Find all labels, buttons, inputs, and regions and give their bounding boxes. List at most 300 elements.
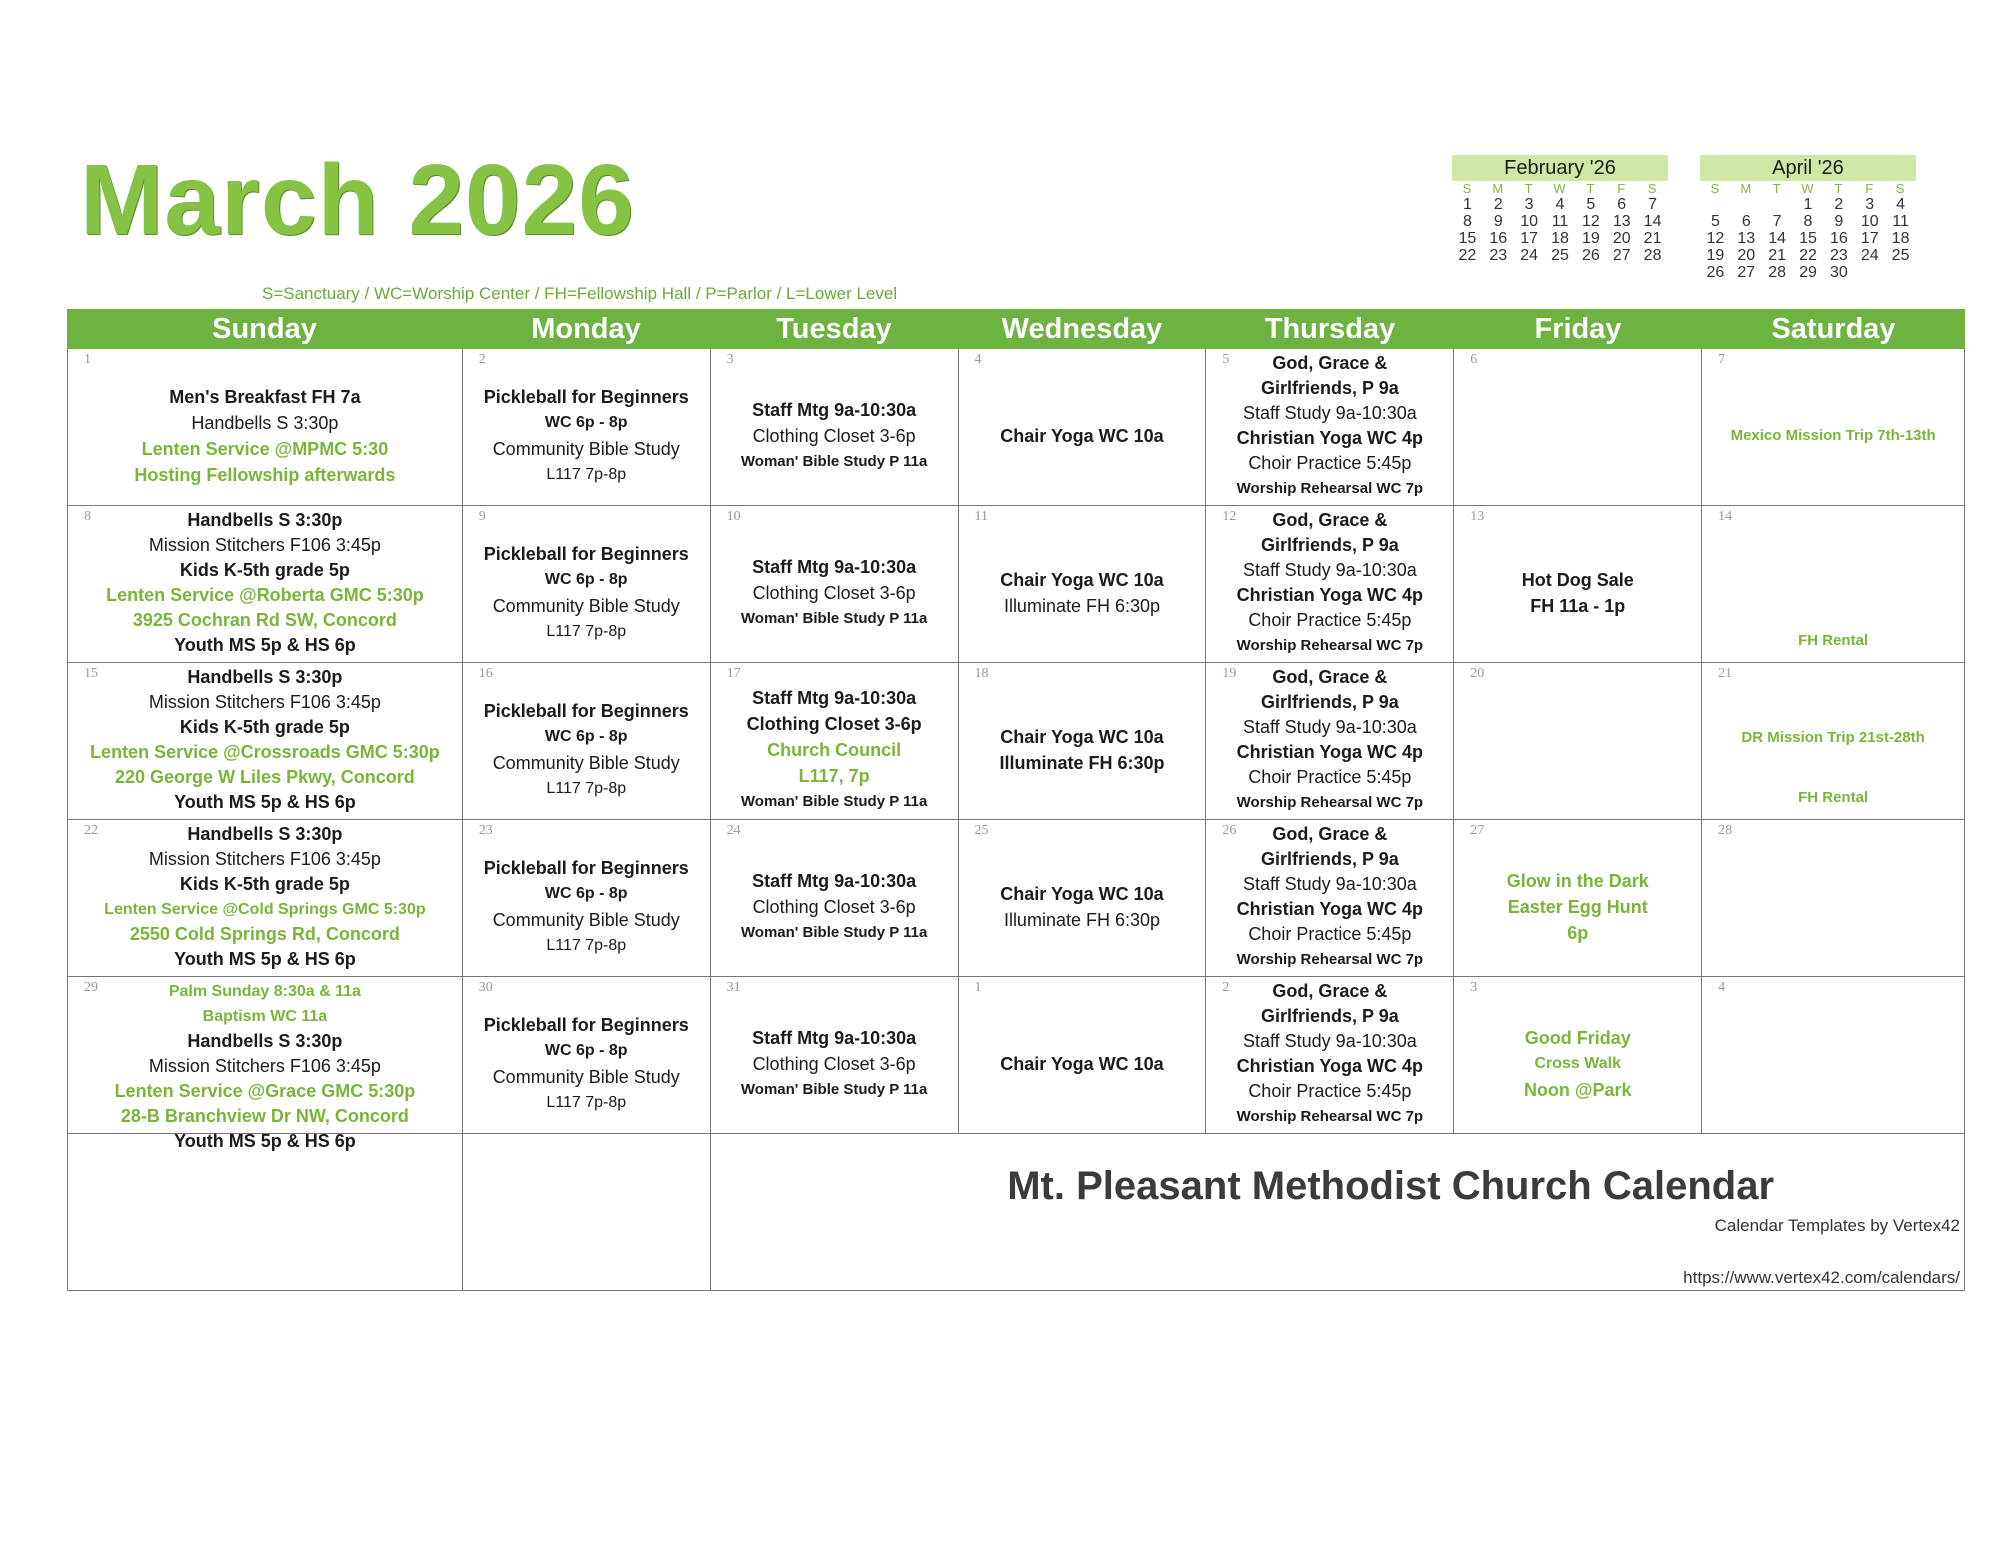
mini-day: 14 xyxy=(1643,213,1662,230)
day-events xyxy=(959,997,1206,1131)
mini-day: 28 xyxy=(1643,247,1662,264)
mini-day: 10 xyxy=(1860,213,1879,230)
footer-main xyxy=(711,1134,1965,1291)
event-line: 2550 Cold Springs Rd, Concord xyxy=(129,924,400,944)
day-number: 2 xyxy=(1222,980,1230,995)
mini-calendar-title: February '26 xyxy=(1452,155,1668,181)
event-line: Youth MS 5p & HS 6p xyxy=(174,1131,356,1151)
day-number: 7 xyxy=(1718,352,1726,367)
event-line: Illuminate FH 6:30p xyxy=(1003,596,1161,616)
mini-day: 14 xyxy=(1768,230,1787,247)
event-line: Staff Study 9a-10:30a xyxy=(1242,403,1417,423)
day-events xyxy=(68,508,462,660)
mini-day: 13 xyxy=(1737,230,1756,247)
day-cell[interactable] xyxy=(68,820,463,977)
event-line: Pickleball for Beginners xyxy=(483,544,689,564)
event-line: Handbells S 3:30p xyxy=(187,1031,343,1051)
day-number: 3 xyxy=(726,352,734,367)
event-line: L117 7p-8p xyxy=(546,780,627,797)
event-line: FH Rental xyxy=(1798,789,1869,806)
day-cell[interactable] xyxy=(463,349,711,506)
event-line: Kids K-5th grade 5p xyxy=(179,717,350,737)
event-line: Kids K-5th grade 5p xyxy=(179,874,350,894)
day-events xyxy=(1702,369,1964,503)
weekday-wednesday: Wednesday xyxy=(1001,313,1163,345)
event-line: Lenten Service @Cold Springs GMC 5:30p xyxy=(104,901,426,918)
day-events xyxy=(711,526,958,660)
event-line: Lenten Service @Grace GMC 5:30p xyxy=(114,1081,416,1101)
event-line: Hosting Fellowship afterwards xyxy=(134,465,396,485)
event-line: Illuminate FH 6:30p xyxy=(999,753,1165,773)
church-calendar-title: Mt. Pleasant Methodist Church Calendar xyxy=(1007,1164,1775,1208)
day-number: 3 xyxy=(1470,980,1478,995)
event-line: Clothing Closet 3-6p xyxy=(752,583,916,603)
event-line: Clothing Closet 3-6p xyxy=(746,714,922,734)
event-line: Handbells S 3:30p xyxy=(187,667,343,687)
event-line: Mission Stitchers F106 3:45p xyxy=(148,535,381,555)
mini-day: 17 xyxy=(1860,230,1879,247)
event-line: Hot Dog Sale xyxy=(1521,570,1634,590)
mini-day: 21 xyxy=(1768,247,1787,264)
day-cell[interactable] xyxy=(711,663,959,820)
day-events xyxy=(1454,683,1701,817)
day-cell[interactable] xyxy=(711,506,959,663)
event-line: Community Bible Study xyxy=(492,439,680,459)
day-events xyxy=(463,526,710,660)
day-events xyxy=(711,997,958,1131)
mini-day: 23 xyxy=(1829,247,1848,264)
event-line: Lenten Service @MPMC 5:30 xyxy=(141,439,389,459)
event-line: Chair Yoga WC 10a xyxy=(1000,1054,1164,1074)
event-line: Handbells S 3:30p xyxy=(187,510,343,530)
event-line: Woman' Bible Study P 11a xyxy=(740,793,928,810)
mini-weekday: S xyxy=(1647,181,1658,196)
mini-calendar-title: April '26 xyxy=(1700,155,1916,181)
day-cell[interactable] xyxy=(463,506,711,663)
event-line: Good Friday xyxy=(1524,1028,1631,1048)
day-events xyxy=(959,526,1206,660)
event-line: Cross Walk xyxy=(1534,1055,1621,1072)
mini-day: 16 xyxy=(1829,230,1848,247)
event-line: God, Grace & xyxy=(1272,824,1388,844)
day-events xyxy=(1454,997,1701,1131)
event-line: Choir Practice 5:45p xyxy=(1248,767,1412,787)
day-cell[interactable] xyxy=(1702,349,1965,506)
day-number: 19 xyxy=(1222,666,1237,681)
day-events xyxy=(1206,822,1453,974)
day-cell[interactable] xyxy=(1206,663,1454,820)
day-cell[interactable] xyxy=(463,977,711,1134)
weekday-friday: Friday xyxy=(1534,313,1622,345)
event-line: FH Rental xyxy=(1798,632,1869,649)
mini-day: 2 xyxy=(1834,196,1844,213)
day-events xyxy=(1702,840,1964,974)
day-events xyxy=(959,683,1206,817)
week-row xyxy=(67,977,1965,1151)
event-line: Staff Study 9a-10:30a xyxy=(1242,1031,1417,1051)
event-line: 28-B Branchview Dr NW, Concord xyxy=(120,1106,409,1126)
day-events xyxy=(463,683,710,817)
event-line: 6p xyxy=(1567,923,1589,943)
day-events xyxy=(1454,526,1701,660)
event-line: Mission Stitchers F106 3:45p xyxy=(148,692,381,712)
mini-day: 19 xyxy=(1706,247,1725,264)
event-line: L117 7p-8p xyxy=(546,623,627,640)
mini-day: 5 xyxy=(1710,213,1720,230)
event-line: Worship Rehearsal WC 7p xyxy=(1236,480,1424,497)
mini-calendar-weekdays xyxy=(1700,181,1916,196)
event-line: Staff Study 9a-10:30a xyxy=(1242,717,1417,737)
mini-day: 8 xyxy=(1462,213,1472,230)
event-line: Community Bible Study xyxy=(492,1067,680,1087)
weekday-monday: Monday xyxy=(531,313,641,345)
event-line: Staff Study 9a-10:30a xyxy=(1242,560,1417,580)
day-cell[interactable] xyxy=(711,977,959,1134)
mini-day: 11 xyxy=(1892,213,1909,230)
day-events xyxy=(463,369,710,503)
event-line: Choir Practice 5:45p xyxy=(1248,1081,1412,1101)
day-number: 26 xyxy=(1222,823,1237,838)
mini-day: 23 xyxy=(1489,247,1508,264)
day-number: 27 xyxy=(1470,823,1485,838)
day-number: 1 xyxy=(84,352,91,367)
event-line: Staff Mtg 9a-10:30a xyxy=(752,688,917,708)
mini-weekday: T xyxy=(1586,181,1596,196)
mini-weekday: S xyxy=(1895,181,1906,196)
mini-weekday: F xyxy=(1865,181,1875,196)
mini-weekday: M xyxy=(1740,181,1753,196)
mini-day: 1 xyxy=(1803,196,1813,213)
event-line: Worship Rehearsal WC 7p xyxy=(1236,637,1424,654)
day-number: 25 xyxy=(974,823,989,838)
day-events xyxy=(711,369,958,503)
event-line: Christian Yoga WC 4p xyxy=(1236,742,1424,762)
day-cell[interactable] xyxy=(68,977,463,1151)
day-cell[interactable] xyxy=(959,349,1207,506)
day-cell[interactable] xyxy=(1206,820,1454,977)
event-line: Church Council xyxy=(767,740,902,760)
mini-weekday: F xyxy=(1617,181,1627,196)
day-events xyxy=(463,997,710,1131)
mini-day: 12 xyxy=(1706,230,1725,247)
event-line: Woman' Bible Study P 11a xyxy=(740,453,928,470)
mini-calendar-february xyxy=(1452,155,1668,264)
day-cell[interactable] xyxy=(1702,506,1965,663)
location-legend: S=Sanctuary / WC=Worship Center / FH=Fellowship Hall / P=Parlor / L=Lower Level xyxy=(262,284,898,303)
event-line: Pickleball for Beginners xyxy=(483,858,689,878)
day-number: 17 xyxy=(726,666,741,681)
day-number: 21 xyxy=(1718,666,1733,681)
mini-day: 10 xyxy=(1520,213,1539,230)
day-events xyxy=(1702,526,1964,660)
day-events xyxy=(68,979,462,1151)
event-line: Pickleball for Beginners xyxy=(483,387,689,407)
day-cell[interactable] xyxy=(1454,506,1702,663)
mini-day: 18 xyxy=(1551,230,1569,247)
mini-day: 6 xyxy=(1617,196,1627,213)
day-number: 14 xyxy=(1718,509,1733,524)
event-line: Staff Mtg 9a-10:30a xyxy=(752,400,917,420)
event-line: Mission Stitchers F106 3:45p xyxy=(148,1056,381,1076)
weekday-tuesday: Tuesday xyxy=(776,313,892,345)
event-line: Men's Breakfast FH 7a xyxy=(169,387,361,407)
weekday-thursday: Thursday xyxy=(1264,313,1396,345)
event-line: Noon @Park xyxy=(1523,1080,1632,1100)
event-line: WC 6p - 8p xyxy=(544,1042,628,1059)
event-line: Clothing Closet 3-6p xyxy=(752,1054,916,1074)
day-cell[interactable] xyxy=(959,663,1207,820)
day-events xyxy=(1206,979,1453,1131)
day-cell[interactable] xyxy=(1702,977,1965,1134)
event-line: 3925 Cochran Rd SW, Concord xyxy=(132,610,397,630)
event-line: Girlfriends, P 9a xyxy=(1260,849,1399,869)
event-line: L117, 7p xyxy=(798,766,870,786)
mini-day: 9 xyxy=(1834,213,1844,230)
event-line: L117 7p-8p xyxy=(546,937,627,954)
event-line: Lenten Service @Crossroads GMC 5:30p xyxy=(90,742,440,762)
mini-day: 20 xyxy=(1612,230,1631,247)
mini-day: 17 xyxy=(1520,230,1539,247)
event-line: Chair Yoga WC 10a xyxy=(1000,426,1164,446)
day-cell[interactable] xyxy=(1454,349,1702,506)
event-line: Christian Yoga WC 4p xyxy=(1236,428,1424,448)
event-line: Pickleball for Beginners xyxy=(483,1015,689,1035)
week-row xyxy=(67,349,1965,506)
mini-day: 12 xyxy=(1581,213,1600,230)
event-line: Choir Practice 5:45p xyxy=(1248,610,1412,630)
event-line: Youth MS 5p & HS 6p xyxy=(174,635,356,655)
mini-day xyxy=(1731,196,1762,213)
event-line: WC 6p - 8p xyxy=(544,414,628,431)
event-line: FH 11a - 1p xyxy=(1530,596,1626,616)
footer-blank-cell xyxy=(463,1134,711,1291)
mini-day: 26 xyxy=(1706,264,1725,281)
event-line: Worship Rehearsal WC 7p xyxy=(1236,1108,1424,1125)
mini-day: 19 xyxy=(1581,230,1600,247)
day-events xyxy=(1206,665,1453,817)
event-line: God, Grace & xyxy=(1272,510,1388,530)
mini-weekday: S xyxy=(1710,181,1721,196)
event-line: WC 6p - 8p xyxy=(544,571,628,588)
day-number: 8 xyxy=(84,509,91,524)
day-cell[interactable] xyxy=(1206,349,1454,506)
event-line: Chair Yoga WC 10a xyxy=(1000,727,1164,747)
event-line: Community Bible Study xyxy=(492,753,680,773)
day-number: 13 xyxy=(1470,509,1485,524)
event-line: Worship Rehearsal WC 7p xyxy=(1236,794,1424,811)
day-number: 30 xyxy=(478,980,493,995)
day-events xyxy=(1206,351,1453,503)
month-calendar xyxy=(67,309,1965,1291)
event-line: Kids K-5th grade 5p xyxy=(179,560,350,580)
event-line: L117 7p-8p xyxy=(546,1094,627,1111)
day-cell[interactable] xyxy=(711,349,959,506)
mini-day: 13 xyxy=(1612,213,1631,230)
day-cell[interactable] xyxy=(959,977,1207,1134)
day-cell[interactable] xyxy=(1206,977,1454,1134)
day-events xyxy=(959,840,1206,974)
event-line: Girlfriends, P 9a xyxy=(1260,535,1399,555)
mini-day: 21 xyxy=(1643,230,1662,247)
mini-weekday: T xyxy=(1772,181,1782,196)
mini-day: 22 xyxy=(1799,247,1817,264)
mini-day: 15 xyxy=(1799,230,1817,247)
event-line: Glow in the Dark xyxy=(1506,871,1649,891)
mini-day: 27 xyxy=(1737,264,1756,281)
day-number: 16 xyxy=(478,666,493,681)
weekday-saturday: Saturday xyxy=(1771,313,1896,345)
event-line: WC 6p - 8p xyxy=(544,728,628,745)
day-number: 28 xyxy=(1718,823,1733,838)
mini-day: 28 xyxy=(1768,264,1787,281)
mini-day: 8 xyxy=(1803,213,1813,230)
event-line: Staff Mtg 9a-10:30a xyxy=(752,871,917,891)
event-line: Chair Yoga WC 10a xyxy=(1000,884,1164,904)
template-credit: Calendar Templates by Vertex42 xyxy=(1714,1216,1961,1235)
day-number: 1 xyxy=(974,980,982,995)
event-line: Girlfriends, P 9a xyxy=(1260,378,1399,398)
day-number: 22 xyxy=(84,823,98,838)
event-line: Mexico Mission Trip 7th-13th xyxy=(1730,427,1936,444)
mini-calendar-days xyxy=(1452,196,1668,264)
day-number: 5 xyxy=(1222,352,1230,367)
mini-day xyxy=(1700,196,1731,213)
day-cell[interactable] xyxy=(463,663,711,820)
event-line: Handbells S 3:30p xyxy=(187,824,343,844)
day-cell[interactable] xyxy=(711,820,959,977)
day-cell[interactable] xyxy=(1206,506,1454,663)
day-number: 18 xyxy=(974,666,989,681)
mini-day: 27 xyxy=(1612,247,1631,264)
day-number: 31 xyxy=(726,980,741,995)
event-line: Handbells S 3:30p xyxy=(191,413,339,433)
event-line: Clothing Closet 3-6p xyxy=(752,426,916,446)
weekday-header xyxy=(67,309,1965,349)
day-cell[interactable] xyxy=(1702,663,1965,820)
mini-day: 25 xyxy=(1891,247,1910,264)
day-cell[interactable] xyxy=(1454,977,1702,1134)
day-events xyxy=(959,369,1206,503)
mini-day: 1 xyxy=(1462,196,1472,213)
mini-day xyxy=(1762,196,1793,213)
day-events xyxy=(1454,369,1701,503)
mini-day: 7 xyxy=(1648,196,1658,213)
event-line: Choir Practice 5:45p xyxy=(1248,453,1412,473)
day-number: 24 xyxy=(726,823,741,838)
day-cell[interactable] xyxy=(1702,820,1965,977)
event-line: Worship Rehearsal WC 7p xyxy=(1236,951,1424,968)
day-number: 9 xyxy=(478,509,486,524)
week-row xyxy=(67,663,1965,820)
event-line: God, Grace & xyxy=(1272,667,1388,687)
day-cell[interactable] xyxy=(959,506,1207,663)
mini-day: 18 xyxy=(1891,230,1910,247)
footer-blank-cell xyxy=(68,1134,463,1291)
event-line: 220 George W Liles Pkwy, Concord xyxy=(115,767,415,787)
template-url: https://www.vertex42.com/calendars/ xyxy=(1683,1268,1961,1287)
event-line: Baptism WC 11a xyxy=(202,1008,328,1025)
event-line: Pickleball for Beginners xyxy=(483,701,689,721)
event-line: God, Grace & xyxy=(1272,353,1388,373)
mini-day: 11 xyxy=(1551,213,1569,230)
day-cell[interactable] xyxy=(1454,663,1702,820)
mini-weekday: S xyxy=(1462,181,1473,196)
day-number: 12 xyxy=(1222,509,1237,524)
event-line: Youth MS 5p & HS 6p xyxy=(174,792,356,812)
day-events xyxy=(711,683,958,817)
event-line: Mission Stitchers F106 3:45p xyxy=(148,849,381,869)
day-number: 11 xyxy=(974,509,989,524)
day-cell[interactable] xyxy=(463,820,711,977)
page-title: March 2026 xyxy=(80,144,635,256)
event-line: Easter Egg Hunt xyxy=(1507,897,1648,917)
weekday-sunday: Sunday xyxy=(212,313,317,345)
day-cell[interactable] xyxy=(1454,820,1702,977)
mini-day: 5 xyxy=(1586,196,1596,213)
day-events xyxy=(1702,683,1964,817)
day-number: 6 xyxy=(1470,352,1478,367)
mini-day: 20 xyxy=(1737,247,1756,264)
mini-day: 4 xyxy=(1555,196,1565,213)
day-events xyxy=(463,840,710,974)
mini-weekday: W xyxy=(1553,181,1567,196)
mini-calendar-days xyxy=(1700,196,1916,281)
mini-day: 15 xyxy=(1458,230,1477,247)
mini-weekday: W xyxy=(1801,181,1815,196)
event-line: Staff Study 9a-10:30a xyxy=(1242,874,1417,894)
event-line: Woman' Bible Study P 11a xyxy=(740,610,928,627)
mini-calendar-april xyxy=(1700,155,1916,281)
mini-day: 24 xyxy=(1860,247,1879,264)
mini-day: 22 xyxy=(1458,247,1477,264)
mini-day: 30 xyxy=(1829,264,1848,281)
week-row xyxy=(67,820,1965,977)
mini-day: 7 xyxy=(1772,213,1782,230)
mini-day: 2 xyxy=(1493,196,1503,213)
event-line: DR Mission Trip 21st-28th xyxy=(1741,729,1925,746)
day-events xyxy=(1206,508,1453,660)
event-line: WC 6p - 8p xyxy=(544,885,628,902)
event-line: Christian Yoga WC 4p xyxy=(1236,899,1424,919)
event-line: Staff Mtg 9a-10:30a xyxy=(752,557,917,577)
event-line: Staff Mtg 9a-10:30a xyxy=(752,1028,917,1048)
mini-day: 24 xyxy=(1520,247,1539,264)
day-number: 4 xyxy=(1718,980,1726,995)
day-number: 20 xyxy=(1470,666,1485,681)
event-line: Woman' Bible Study P 11a xyxy=(740,924,928,941)
day-cell[interactable] xyxy=(959,820,1207,977)
mini-day: 6 xyxy=(1741,213,1751,230)
event-line: Clothing Closet 3-6p xyxy=(752,897,916,917)
day-number: 23 xyxy=(478,823,493,838)
day-events xyxy=(68,822,462,974)
day-events xyxy=(68,665,462,817)
day-cell[interactable] xyxy=(68,663,463,820)
day-cell[interactable] xyxy=(68,506,463,663)
event-line: Youth MS 5p & HS 6p xyxy=(174,949,356,969)
event-line: Community Bible Study xyxy=(492,596,680,616)
day-events xyxy=(1702,997,1964,1131)
event-line: Lenten Service @Roberta GMC 5:30p xyxy=(106,585,424,605)
day-number: 15 xyxy=(84,666,98,681)
mini-day: 29 xyxy=(1799,264,1817,281)
day-events xyxy=(1454,840,1701,974)
mini-day: 4 xyxy=(1896,196,1906,213)
event-line: Illuminate FH 6:30p xyxy=(1003,910,1161,930)
mini-day: 26 xyxy=(1581,247,1600,264)
day-cell[interactable] xyxy=(68,349,463,506)
day-number: 29 xyxy=(84,980,98,995)
